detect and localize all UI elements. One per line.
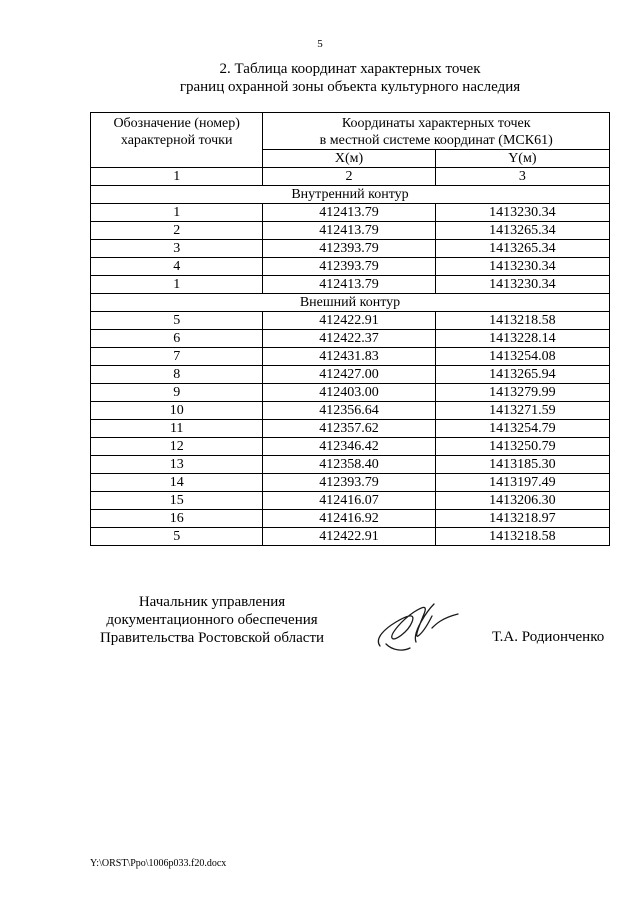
- x-coordinate-cell: 412358.40: [263, 456, 435, 474]
- column-index: 1: [91, 168, 263, 186]
- table-row: [91, 222, 610, 240]
- point-number-cell: 11: [91, 420, 263, 438]
- table-row: [91, 438, 610, 456]
- point-number-cell: 2: [91, 222, 263, 240]
- y-coordinate-cell: 1413206.30: [435, 492, 609, 510]
- x-coordinate-cell: 412356.64: [263, 402, 435, 420]
- y-coordinate-cell: 1413218.58: [435, 528, 609, 546]
- table-row: [91, 312, 610, 330]
- header-x: X(м): [263, 150, 435, 168]
- y-coordinate-cell: 1413254.08: [435, 348, 609, 366]
- y-coordinate-cell: 1413265.94: [435, 366, 609, 384]
- section-title: Внутренний контур: [91, 186, 610, 204]
- y-coordinate-cell: 1413265.34: [435, 222, 609, 240]
- point-number-cell: 12: [91, 438, 263, 456]
- table-row: [91, 258, 610, 276]
- y-coordinate-cell: 1413250.79: [435, 438, 609, 456]
- table-title: [0, 60, 640, 96]
- table-row: [91, 366, 610, 384]
- table-row: [91, 492, 610, 510]
- y-coordinate-cell: 1413230.34: [435, 204, 609, 222]
- point-number-cell: 5: [91, 312, 263, 330]
- y-coordinate-cell: 1413265.34: [435, 240, 609, 258]
- point-number-cell: 4: [91, 258, 263, 276]
- y-coordinate-cell: 1413254.79: [435, 420, 609, 438]
- table-row: [91, 276, 610, 294]
- signer-position: Начальник управления документационного обеспечения Правительства Ростовской области: [99, 594, 325, 646]
- section-header-row: [91, 294, 610, 312]
- table-row: [91, 456, 610, 474]
- x-coordinate-cell: 412357.62: [263, 420, 435, 438]
- x-coordinate-cell: 412346.42: [263, 438, 435, 456]
- table-row: [91, 420, 610, 438]
- y-coordinate-cell: 1413218.58: [435, 312, 609, 330]
- y-coordinate-cell: 1413218.97: [435, 510, 609, 528]
- x-coordinate-cell: 412413.79: [263, 222, 435, 240]
- y-coordinate-cell: 1413279.99: [435, 384, 609, 402]
- point-number-cell: 8: [91, 366, 263, 384]
- table-row: [91, 204, 610, 222]
- x-coordinate-cell: 412416.07: [263, 492, 435, 510]
- point-number-cell: 6: [91, 330, 263, 348]
- x-coordinate-cell: 412431.83: [263, 348, 435, 366]
- point-number-cell: 10: [91, 402, 263, 420]
- point-number-cell: 13: [91, 456, 263, 474]
- coordinates-table: [90, 112, 610, 546]
- point-number-cell: 16: [91, 510, 263, 528]
- column-index: 3: [435, 168, 609, 186]
- point-number-cell: 9: [91, 384, 263, 402]
- section-title: Внешний контур: [91, 294, 610, 312]
- x-coordinate-cell: 412393.79: [263, 474, 435, 492]
- section-header-row: [91, 186, 610, 204]
- signer-name: Т.А. Родионченко: [492, 629, 605, 645]
- y-coordinate-cell: 1413230.34: [435, 276, 609, 294]
- header-coordinates-group: Координаты характерных точек в местной системе координат (МСК61): [263, 113, 610, 150]
- table-row: [91, 330, 610, 348]
- x-coordinate-cell: 412422.91: [263, 528, 435, 546]
- x-coordinate-cell: 412403.00: [263, 384, 435, 402]
- y-coordinate-cell: 1413197.49: [435, 474, 609, 492]
- x-coordinate-cell: 412422.91: [263, 312, 435, 330]
- column-index-row: [91, 168, 610, 186]
- table-row: [91, 348, 610, 366]
- table-row: [91, 510, 610, 528]
- point-number-cell: 1: [91, 276, 263, 294]
- point-number-cell: 3: [91, 240, 263, 258]
- y-coordinate-cell: 1413185.30: [435, 456, 609, 474]
- column-index: 2: [263, 168, 435, 186]
- point-number-cell: 14: [91, 474, 263, 492]
- header-y: Y(м): [435, 150, 609, 168]
- point-number-cell: 7: [91, 348, 263, 366]
- x-coordinate-cell: 412413.79: [263, 276, 435, 294]
- table-row: [91, 384, 610, 402]
- y-coordinate-cell: 1413230.34: [435, 258, 609, 276]
- point-number-cell: 15: [91, 492, 263, 510]
- table-title-line-1: 2. Таблица координат характерных точек: [219, 61, 481, 77]
- page-number: 5: [317, 38, 323, 50]
- point-number-cell: 5: [91, 528, 263, 546]
- x-coordinate-cell: 412393.79: [263, 240, 435, 258]
- x-coordinate-cell: 412422.37: [263, 330, 435, 348]
- table-row: [91, 402, 610, 420]
- y-coordinate-cell: 1413271.59: [435, 402, 609, 420]
- header-point-designation: Обозначение (номер) характерной точки: [91, 113, 263, 168]
- point-number-cell: 1: [91, 204, 263, 222]
- table-row: [91, 474, 610, 492]
- table-title-line-2: границ охранной зоны объекта культурного наследия: [179, 79, 521, 95]
- x-coordinate-cell: 412416.92: [263, 510, 435, 528]
- x-coordinate-cell: 412393.79: [263, 258, 435, 276]
- handwritten-signature: [372, 598, 462, 658]
- x-coordinate-cell: 412413.79: [263, 204, 435, 222]
- y-coordinate-cell: 1413228.14: [435, 330, 609, 348]
- table-row: [91, 528, 610, 546]
- table-row: [91, 240, 610, 258]
- coordinates-table-body: [91, 186, 610, 546]
- footer-file-path: Y:\ORST\Ppo\1006p033.f20.docx: [90, 858, 227, 869]
- x-coordinate-cell: 412427.00: [263, 366, 435, 384]
